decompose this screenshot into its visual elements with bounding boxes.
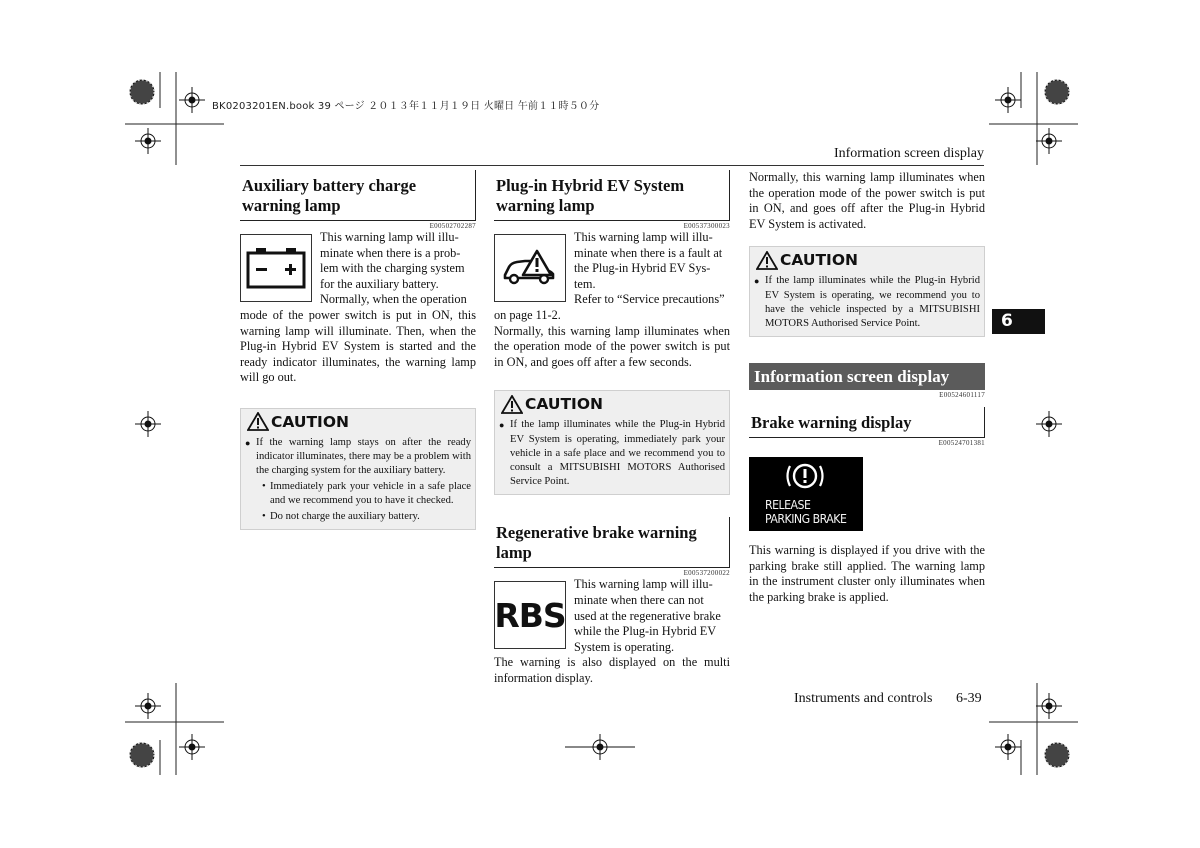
page-number: 6-39 <box>956 691 982 706</box>
intro-line: used at the regenerative brake <box>574 608 721 623</box>
paragraph: on page 11-2. <box>494 307 561 322</box>
caution-bullet <box>499 418 725 489</box>
battery-icon-box <box>240 234 312 302</box>
intro-line: tem. <box>574 276 596 291</box>
section-body <box>494 230 730 370</box>
caution-label: CAUTION <box>780 251 858 270</box>
warning-triangle-icon <box>756 251 778 270</box>
caution-label: CAUTION <box>271 412 349 431</box>
bullet-icon: ● <box>245 437 251 448</box>
rbs-icon: RBS <box>494 595 566 635</box>
caution-bullet <box>754 274 980 331</box>
intro-line: minate when there is a fault at <box>574 245 723 260</box>
header-rule <box>240 165 984 166</box>
paragraph: This warning is displayed if you drive with the parking brake still applied. The warning lamp in the instrument cluster only illuminates when the parking brake is applied. <box>749 543 985 604</box>
sub-bullet-icon: • <box>262 510 266 522</box>
footer-section-label: Instruments and controls <box>794 691 933 706</box>
section-heading: Regenerative brake warning lamp <box>494 517 730 568</box>
caution-box <box>749 246 985 337</box>
intro-line: lem with the charging system <box>320 261 465 276</box>
screen-line: PARKING BRAKE <box>765 511 847 527</box>
intro-line: This warning lamp will illu- <box>574 577 713 592</box>
caution-body <box>499 418 725 489</box>
intro-line: minate when there can not <box>574 592 704 607</box>
intro-line: This warning lamp will illu- <box>574 230 713 244</box>
intro-line: the Plug-in Hybrid EV Sys- <box>574 261 711 276</box>
caution-text: If the warning lamp stays on after the ready indicator illuminates, there may be a problem with the charging system for the auxiliary battery. <box>256 436 471 477</box>
caution-sub-item <box>245 480 471 508</box>
document-code: E00537300023 <box>683 222 730 230</box>
paragraph: Normally, this warning lamp illuminates when the operation mode of the power switch is put in ON, and goes off after the Plug-in Hybrid EV System is activated. <box>749 170 985 231</box>
section-heading: Auxiliary battery charge warning lamp <box>240 170 476 221</box>
intro-line: minate when there is a prob- <box>320 245 461 260</box>
document-code: E00537200022 <box>683 569 730 578</box>
screen-message <box>765 498 846 526</box>
caution-title <box>245 412 471 432</box>
section-body <box>240 230 476 386</box>
caution-body <box>245 436 471 524</box>
warning-triangle-icon <box>501 395 523 414</box>
section-heading: Plug-in Hybrid EV System warning lamp <box>494 170 730 221</box>
caution-sub-text: Immediately park your vehicle in a safe place and we recommend you to have it checked. <box>270 480 471 506</box>
caution-text: If the lamp illuminates while the Plug-in Hybrid EV System is operating, immediately park your vehicle in a safe place and we recommend you to consult a MITSUBISHI MOTORS Authorised Service Point. <box>510 419 725 488</box>
chapter-tab: 6 <box>992 309 1045 334</box>
battery-icon <box>245 245 307 291</box>
right-column <box>749 170 985 606</box>
intro-line: This warning lamp will illu- <box>320 230 459 244</box>
document-code: E00502702287 <box>429 222 476 230</box>
section-body <box>494 577 730 686</box>
caution-bullet <box>245 436 471 479</box>
caution-sub-item <box>245 510 471 524</box>
bullet-icon: ● <box>499 420 505 431</box>
paragraph: mode of the power switch is put in ON, this warning lamp will illuminate. Then, when the Plug-in Hybrid EV System is started and the ready indicator illuminates, the warning lamp will go out. <box>240 307 476 385</box>
caution-box <box>240 408 476 530</box>
intro-line: Refer to “Service precautions” <box>574 292 725 307</box>
caution-box <box>494 390 730 495</box>
section-banner: Information screen display <box>749 363 985 390</box>
section-heading: Brake warning display <box>749 407 985 438</box>
screen-line: RELEASE <box>765 497 811 513</box>
sub-bullet-icon: • <box>262 480 266 492</box>
car-warning-icon-box <box>494 234 566 302</box>
caution-text: If the lamp illuminates while the Plug-in Hybrid EV System is operating, we recommend you to have the vehicle inspected by a MITSUBISHI MOTORS Authorised Service Point. <box>765 275 980 329</box>
middle-column <box>494 170 730 687</box>
print-header: BK0203201EN.book 39 ページ ２０１３年１１月１９日 火曜日 午前１１時５０分 <box>212 101 600 112</box>
caution-title <box>754 250 980 270</box>
bullet-icon: ● <box>754 276 760 287</box>
intro-line: System is operating. <box>574 639 675 654</box>
brake-warning-display-image <box>749 457 863 531</box>
caution-title <box>499 394 725 414</box>
caution-body <box>754 274 980 331</box>
running-head: Information screen display <box>833 146 984 161</box>
paragraph: Normally, this warning lamp illuminates when the operation mode of the power switch is put in ON, and goes off after a few seconds. <box>494 323 730 369</box>
intro-line: for the auxiliary battery. <box>320 276 439 291</box>
intro-line: Normally, when the operation <box>320 292 467 307</box>
caution-sub-text: Do not charge the auxiliary battery. <box>270 510 420 522</box>
car-warning-icon <box>499 245 561 291</box>
document-code: E00524701381 <box>938 439 985 448</box>
caution-label: CAUTION <box>525 395 603 414</box>
left-column <box>240 170 476 530</box>
document-code: E00524601117 <box>939 391 985 400</box>
paragraph: The warning is also displayed on the multi information display. <box>494 655 730 685</box>
warning-triangle-icon <box>247 412 269 431</box>
intro-line: while the Plug-in Hybrid EV <box>574 624 717 639</box>
rbs-icon-box <box>494 581 566 649</box>
